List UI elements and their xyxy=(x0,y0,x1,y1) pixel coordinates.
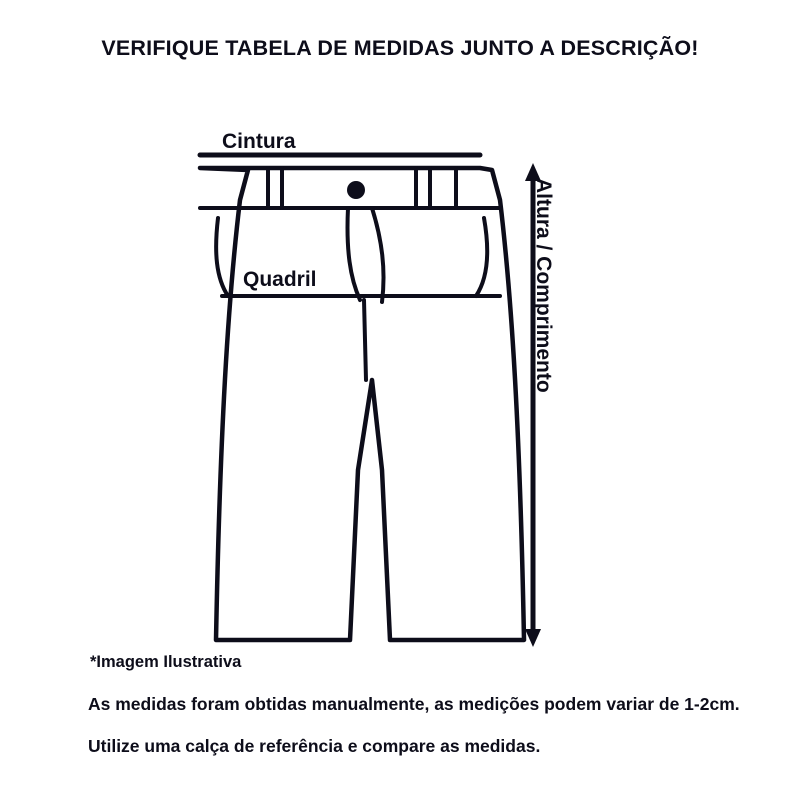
page-title: VERIFIQUE TABELA DE MEDIDAS JUNTO A DESCRIÇÃO! xyxy=(101,36,699,60)
center-seam xyxy=(364,300,366,380)
shorts-outline xyxy=(200,168,524,640)
note-reference-pants: Utilize uma calça de referência e compare as medidas. xyxy=(88,736,541,756)
label-hip: Quadril xyxy=(243,268,317,291)
note-illustrative: *Imagem Ilustrativa xyxy=(90,653,242,671)
label-length: Altura / Comprimento xyxy=(532,178,555,393)
button-dot xyxy=(347,181,365,199)
note-manual-measurement: As medidas foram obtidas manualmente, as medições podem variar de 1-2cm. xyxy=(88,694,740,714)
label-waist: Cintura xyxy=(222,130,296,153)
pocket-left xyxy=(216,218,228,296)
